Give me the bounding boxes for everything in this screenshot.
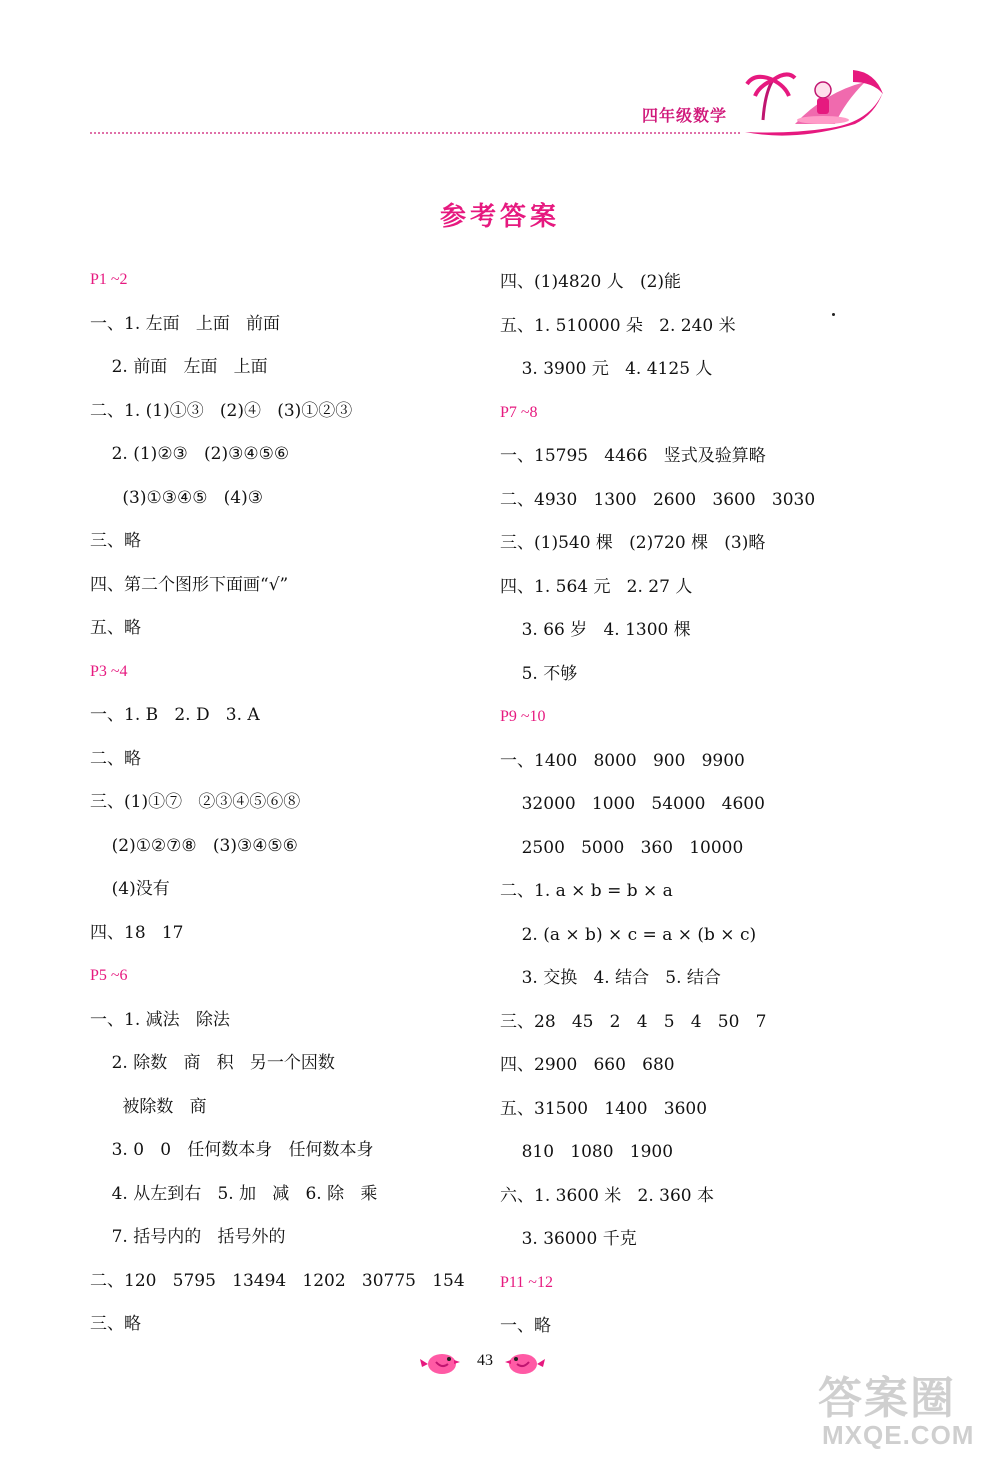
answer-line: 3. 66 岁 4. 1300 棵 [500, 620, 691, 640]
watermark [818, 1362, 988, 1454]
answer-line: (3)①③④⑤ (4)③ [90, 487, 263, 508]
speck-mark [832, 313, 835, 316]
header-subject-label: 四年级数学 [642, 106, 728, 125]
answer-line: 2500 5000 360 10000 [500, 837, 744, 858]
answer-line: 7. 括号内的 括号外的 [90, 1227, 286, 1247]
answer-line: 二、略 [90, 748, 141, 769]
answer-line: 五、1. 510000 朵 2. 240 米 [500, 315, 736, 336]
answer-line: 2. 除数 商 积 另一个因数 [90, 1053, 335, 1073]
answer-line: 3. 36000 千克 [500, 1229, 637, 1249]
answer-line: 一、1. B 2. D 3. A [90, 705, 260, 725]
answer-line: 四、18 17 [90, 922, 184, 943]
section-heading: P11 ~12 [500, 1273, 553, 1291]
answer-line: (4)没有 [90, 879, 170, 899]
answer-line: 三、28 45 2 4 5 4 50 7 [500, 1011, 767, 1032]
answer-line: 五、31500 1400 3600 [500, 1098, 708, 1119]
answer-line: 二、1. (1)①③ (2)④ (3)①②③ [90, 400, 353, 421]
answer-line: 2. (1)②③ (2)③④⑤⑥ [90, 444, 290, 464]
header-dotted-rule [90, 132, 740, 134]
answer-line: 一、略 [500, 1316, 551, 1336]
section-heading: P7 ~8 [500, 403, 538, 421]
answer-line: 四、(1)4820 人 (2)能 [500, 272, 682, 292]
answer-line: 一、1. 左面 上面 前面 [90, 313, 281, 334]
section-heading: P3 ~4 [90, 662, 128, 680]
answer-line: 四、第二个图形下面画“√” [90, 574, 289, 595]
answer-line: 5. 不够 [500, 663, 578, 684]
left-bird-icon [420, 1347, 460, 1377]
answer-line: 五、略 [90, 618, 141, 638]
section-heading: P9 ~10 [500, 708, 546, 725]
answer-line: 32000 1000 54000 4600 [500, 794, 765, 814]
page-title: 参考答案 [439, 202, 560, 232]
section-heading: P1 ~2 [90, 271, 128, 288]
answer-line: 2. 前面 左面 上面 [90, 357, 268, 377]
section-heading: P5 ~6 [90, 967, 128, 984]
answer-line: 一、1400 8000 900 9900 [500, 750, 745, 771]
answer-line: (2)①②⑦⑧ (3)③④⑤⑥ [90, 835, 298, 856]
answer-line: 一、15795 4466 竖式及验算略 [500, 446, 766, 466]
right-bird-icon [505, 1347, 545, 1377]
answer-line: 六、1. 3600 米 2. 360 本 [500, 1185, 714, 1206]
answer-line: 一、1. 减法 除法 [90, 1009, 230, 1030]
answer-line: 2. (a × b) × c = a × (b × c) [500, 924, 757, 945]
answer-line: 二、4930 1300 2600 3600 3030 [500, 489, 816, 510]
answer-line: 3. 3900 元 4. 4125 人 [500, 359, 713, 379]
answer-line: 3. 交换 4. 结合 5. 结合 [500, 968, 721, 988]
answer-line: 三、(1)①⑦ ②③④⑤⑥⑧ [90, 792, 301, 812]
answer-line: 4. 从左到右 5. 加 减 6. 除 乘 [90, 1183, 378, 1204]
answer-line: 三、略 [90, 531, 141, 551]
watermark-logo-text: 答案圈 [818, 1373, 956, 1424]
surfer-illustration-icon [735, 62, 885, 142]
answer-line: 被除数 商 [90, 1096, 207, 1117]
answer-line: 三、(1)540 棵 (2)720 棵 (3)略 [500, 533, 766, 553]
answer-line: 四、2900 660 680 [500, 1055, 675, 1075]
page-number: 43 [477, 1352, 493, 1369]
watermark-url-text: MXQE.COM [822, 1420, 975, 1450]
answer-line: 四、1. 564 元 2. 27 人 [500, 576, 693, 597]
answer-line: 二、120 5795 13494 1202 30775 154 [90, 1270, 465, 1291]
answer-line: 三、略 [90, 1314, 141, 1334]
answer-line: 二、1. a × b = b × a [500, 881, 673, 901]
answer-line: 810 1080 1900 [500, 1142, 674, 1162]
answer-line: 3. 0 0 任何数本身 任何数本身 [90, 1140, 374, 1160]
